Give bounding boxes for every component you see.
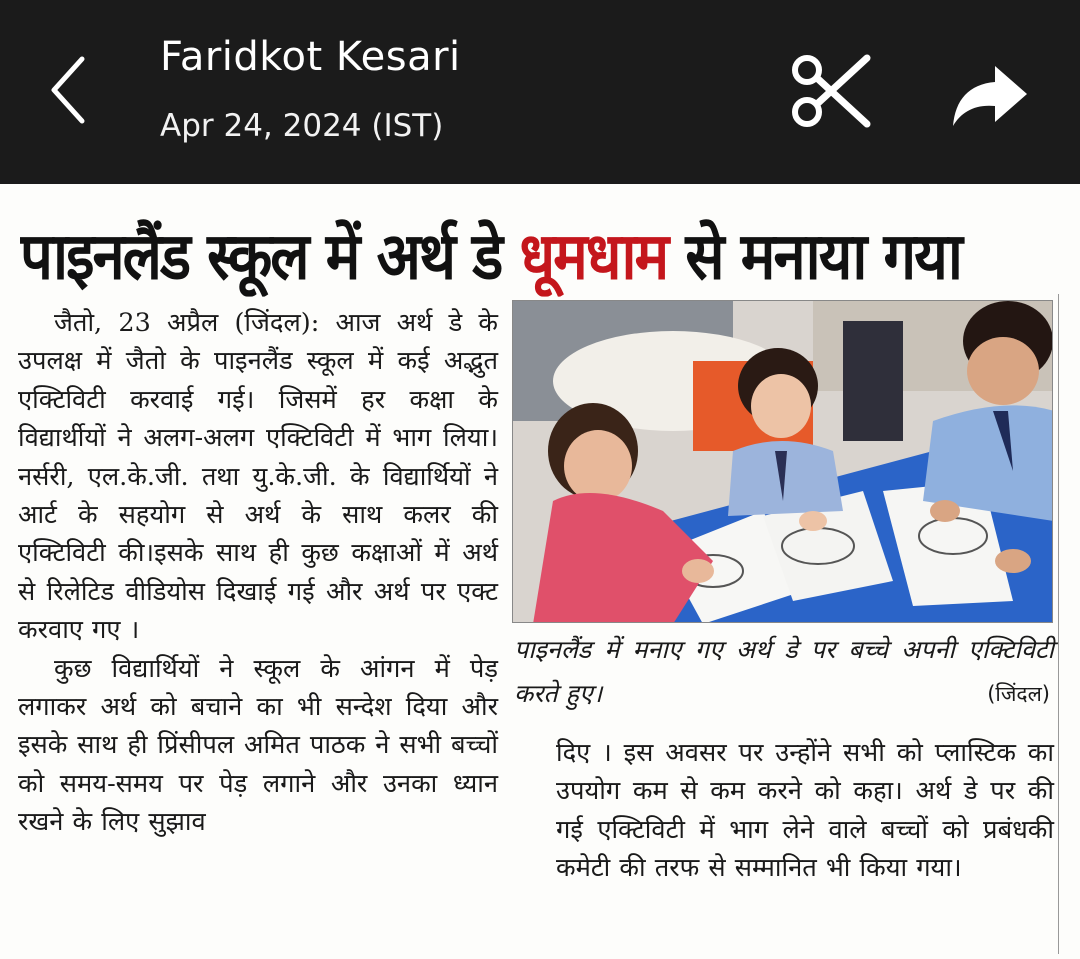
back-button[interactable] xyxy=(38,55,98,125)
publication-date: Apr 24, 2024 (IST) xyxy=(160,108,444,144)
caption-credit: (जिंदल) xyxy=(987,682,1050,706)
article-column-2 xyxy=(556,734,1054,888)
headline-part-1: पाइनलैंड स्कूल में अर्थ डे xyxy=(20,218,520,295)
photo-caption xyxy=(514,628,1054,716)
article-paragraph-1: जैतो, 23 अप्रैल (जिंदल): आज अर्थ डे के उपलक्ष में जैतो के पाइनलैंड स्कूल में कई अद्भुत एक्टिविटी करवाई गई। जिसमें हर कक्षा के विद्यार्थीयों ने अलग-अलग एक्टिविटी में भाग लिया। नर्सरी, एल.के.जी. तथा यु.के.जी. के विद्यार्थियों ने आर्ट के सहयोग से अर्थ के साथ कलर की एक्टिविटी की।इसके साथ ही कुछ कक्षाओं में अर्थ से रिलेटिड वीडियोस दिखाई गई और अर्थ पर एक्ट करवाए गए । xyxy=(18,308,498,646)
publication-title: Faridkot Kesari xyxy=(160,34,461,80)
children-drawing-photo xyxy=(513,301,1053,623)
article-paragraph-3: दिए । इस अवसर पर उन्होंने सभी को प्लास्टिक का उपयोग कम से कम करने को कहा। अर्थ डे पर की गई एक्टिविटी में भाग लेने वाले बच्चों को प्रबंधकी कमेटी की तरफ से सम्मानित भी किया गया। xyxy=(556,738,1054,884)
app-bar xyxy=(0,0,1080,184)
newspaper-clipping xyxy=(0,184,1080,959)
caption-text: पाइनलैंड में मनाए गए अर्थ डे पर बच्चे अपनी एक्टिविटी करते हुए। xyxy=(514,635,1054,708)
headline-highlight: धूमधाम xyxy=(519,218,668,295)
share-arrow-icon xyxy=(951,64,1029,128)
column-divider xyxy=(1058,294,1059,954)
article-photo xyxy=(512,300,1053,623)
share-button[interactable] xyxy=(944,56,1036,136)
clip-button[interactable] xyxy=(784,48,876,134)
article-column-1 xyxy=(18,304,498,842)
article-headline xyxy=(20,216,1050,297)
headline-part-2: से मनाया गया xyxy=(667,218,961,295)
article-paragraph-2: कुछ विद्यार्थियों ने स्कूल के आंगन में पेड़ लगाकर अर्थ को बचाने का भी सन्देश दिया और इसके साथ ही प्रिंसीपल अमित पाठक ने सभी बच्चों को समय-समय पर पेड़ लगाने और उनका ध्यान रखने के लिए सुझाव xyxy=(18,653,498,838)
scissors-icon xyxy=(787,50,873,132)
chevron-left-icon xyxy=(48,55,88,125)
